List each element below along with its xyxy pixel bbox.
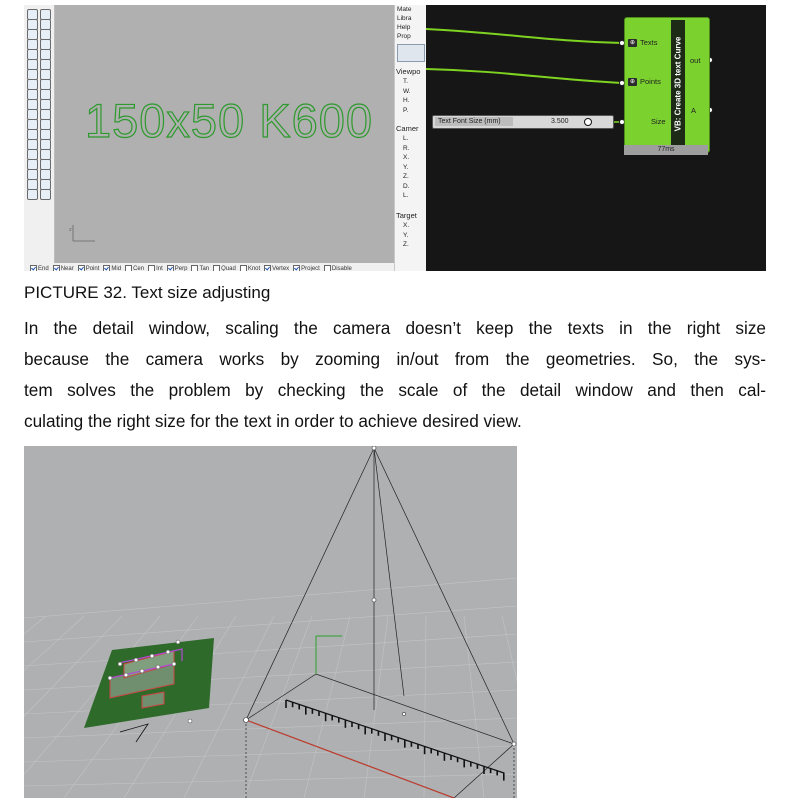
osnap-label: Vertex bbox=[272, 265, 290, 271]
paragraph-line: tem solves the problem by checking the scale of the detail window and then cal- bbox=[24, 380, 766, 400]
component-title: VB: Create 3D text Curve bbox=[673, 36, 683, 132]
toolbar-tool-icon[interactable] bbox=[27, 189, 38, 200]
property-row-label: Z. bbox=[403, 241, 409, 248]
osnap-label: Cen bbox=[133, 265, 145, 271]
property-row-label: D. bbox=[403, 182, 410, 190]
font-size-slider[interactable] bbox=[432, 115, 614, 129]
paragraph-line: culating the right size for the text in order to achieve desired view. bbox=[24, 411, 522, 431]
rhino-viewport[interactable] bbox=[55, 5, 413, 263]
tab-properties[interactable]: Prop bbox=[397, 33, 411, 40]
osnap-option[interactable] bbox=[213, 265, 236, 271]
property-row-label: T. bbox=[403, 78, 409, 85]
section-target: Target bbox=[396, 211, 417, 220]
osnap-checkbox[interactable] bbox=[125, 265, 132, 271]
osnap-label: Point bbox=[85, 265, 100, 271]
osnap-checkbox[interactable] bbox=[213, 265, 220, 271]
rhino-toolbar bbox=[24, 5, 55, 263]
viewport-text-curve: 150x50 K600 bbox=[85, 94, 374, 147]
osnap-option[interactable] bbox=[148, 265, 163, 271]
osnap-label: Near bbox=[60, 265, 74, 271]
property-row-label: X. bbox=[403, 154, 410, 161]
section-camera: Camer bbox=[396, 124, 419, 133]
osnap-option[interactable] bbox=[167, 265, 188, 271]
osnap-option[interactable] bbox=[324, 265, 352, 271]
create-3d-text-component[interactable] bbox=[624, 17, 710, 153]
osnap-option[interactable] bbox=[264, 265, 289, 271]
osnap-checkbox[interactable] bbox=[293, 265, 300, 271]
property-row-label: R. bbox=[403, 144, 410, 152]
input-texts: Texts bbox=[640, 38, 658, 47]
figure-caption: PICTURE 32. Text size adjusting bbox=[24, 283, 271, 302]
panel-icon-row bbox=[397, 44, 425, 62]
osnap-option[interactable] bbox=[78, 265, 100, 271]
perspective-scene bbox=[24, 446, 517, 798]
points-port-icon: ⊕ bbox=[629, 79, 636, 85]
osnap-checkbox[interactable] bbox=[324, 265, 331, 271]
grasshopper-canvas[interactable] bbox=[426, 5, 766, 271]
slider-value: 3.500 bbox=[551, 118, 569, 125]
osnap-option[interactable] bbox=[30, 265, 49, 271]
paragraph-line: because the camera works by zooming in/out from the geometries. So, the sys- bbox=[24, 349, 766, 369]
slider-knob[interactable] bbox=[584, 118, 592, 126]
osnap-option[interactable] bbox=[103, 265, 121, 271]
body-paragraph bbox=[24, 313, 766, 437]
tab-materials[interactable]: Mate bbox=[397, 6, 412, 13]
osnap-label: Perp bbox=[174, 265, 188, 271]
osnap-status-bar bbox=[24, 263, 424, 271]
osnap-option[interactable] bbox=[293, 265, 320, 271]
osnap-label: Quad bbox=[221, 265, 236, 271]
osnap-label: Tan bbox=[199, 265, 210, 271]
frustum-points bbox=[244, 446, 517, 746]
osnap-checkbox[interactable] bbox=[30, 265, 37, 271]
osnap-label: Project bbox=[301, 265, 320, 271]
osnap-option[interactable] bbox=[53, 265, 74, 271]
property-row-label: W. bbox=[403, 87, 411, 95]
osnap-checkbox[interactable] bbox=[264, 265, 271, 271]
osnap-label: End bbox=[38, 265, 49, 271]
property-row-label: P. bbox=[403, 106, 409, 114]
osnap-checkbox[interactable] bbox=[53, 265, 60, 271]
input-size: Size bbox=[651, 117, 666, 126]
property-row-label: L. bbox=[403, 192, 409, 199]
osnap-label: Int bbox=[156, 265, 163, 271]
property-row-label: H. bbox=[403, 97, 410, 104]
toolbar-tool-icon[interactable] bbox=[40, 189, 51, 200]
input-points: Points bbox=[640, 77, 661, 86]
property-row-label: X. bbox=[403, 222, 410, 229]
section-viewport: Viewpo bbox=[396, 67, 421, 76]
osnap-checkbox[interactable] bbox=[78, 265, 85, 271]
texts-port-icon: ⊕ bbox=[629, 40, 636, 46]
property-row-label: Y. bbox=[403, 231, 409, 239]
wires bbox=[426, 5, 766, 271]
osnap-option[interactable] bbox=[125, 265, 144, 271]
osnap-checkbox[interactable] bbox=[103, 265, 110, 271]
osnap-checkbox[interactable] bbox=[167, 265, 174, 271]
output-a: A bbox=[691, 106, 697, 115]
tab-help[interactable]: Help bbox=[397, 24, 411, 31]
ground-grid bbox=[24, 578, 517, 798]
rhino-grasshopper-screenshot bbox=[24, 5, 766, 271]
property-row-label: Y. bbox=[403, 163, 409, 171]
properties-panel bbox=[394, 5, 427, 271]
osnap-label: Disable bbox=[331, 265, 352, 271]
svg-text:z: z bbox=[69, 227, 72, 233]
osnap-option[interactable] bbox=[240, 265, 260, 271]
output-out: out bbox=[690, 56, 701, 65]
axis-icon bbox=[69, 223, 99, 247]
osnap-option[interactable] bbox=[191, 265, 209, 271]
property-row-label: Z. bbox=[403, 173, 409, 180]
property-row-label: L. bbox=[403, 135, 409, 142]
perspective-viewport-screenshot[interactable] bbox=[24, 446, 517, 798]
osnap-label: Mid bbox=[111, 265, 122, 271]
osnap-label: Knot bbox=[247, 265, 261, 271]
slider-label: Text Font Size (mm) bbox=[435, 117, 513, 126]
paragraph-line: In the detail window, scaling the camera doesn’t keep the texts in the right size bbox=[24, 318, 766, 338]
osnap-checkbox[interactable] bbox=[240, 265, 247, 271]
component-runtime: 77ms bbox=[624, 145, 708, 155]
osnap-checkbox[interactable] bbox=[191, 265, 198, 271]
osnap-checkbox[interactable] bbox=[148, 265, 155, 271]
tab-libraries[interactable]: Libra bbox=[397, 15, 412, 22]
